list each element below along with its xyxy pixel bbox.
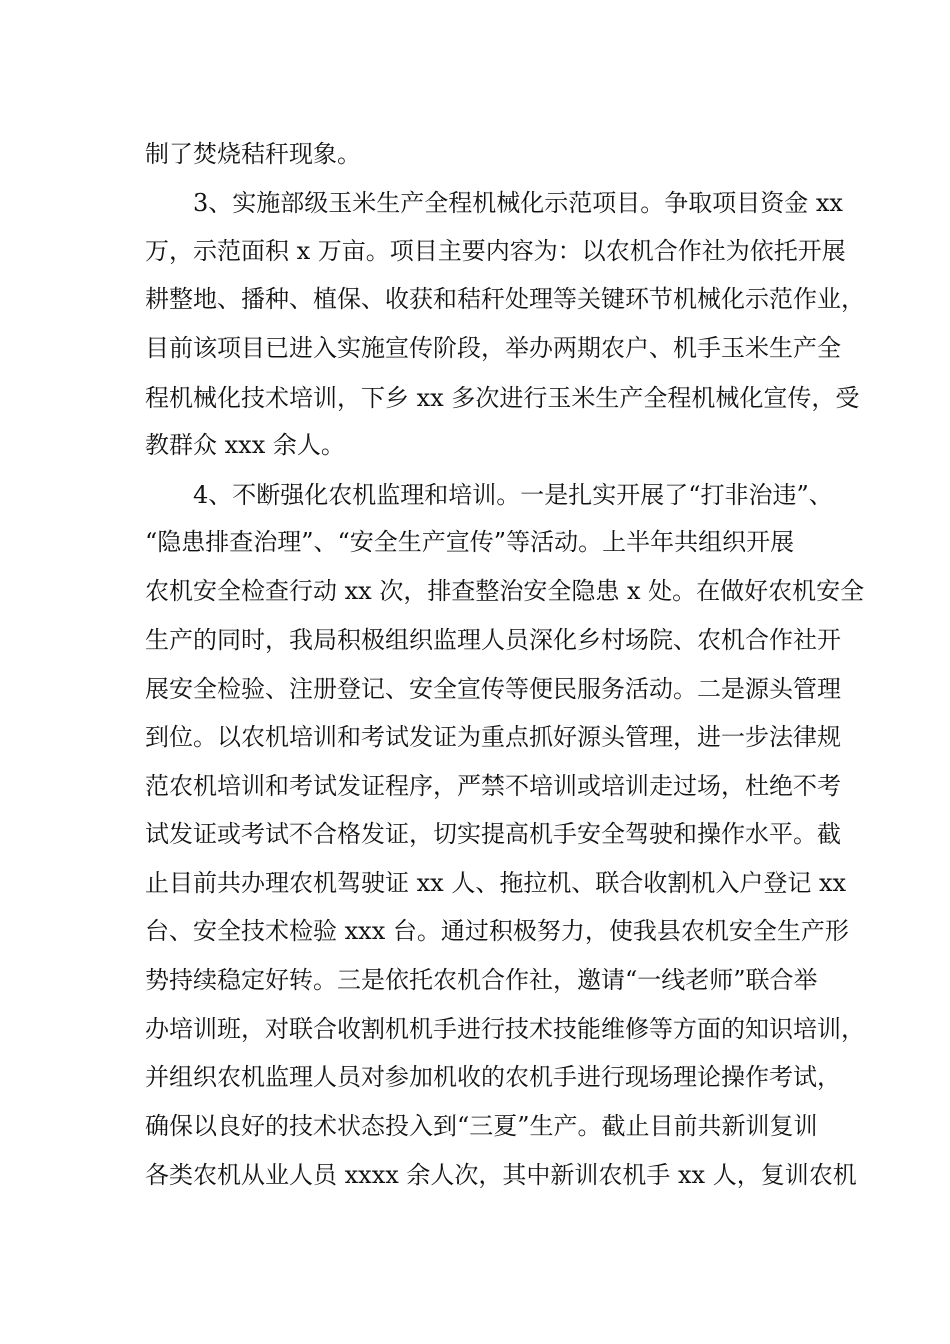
text-line: 程机械化技术培训，下乡 xx 多次进行玉米生产全程机械化宣传，受: [145, 384, 860, 412]
text-line: 制了焚烧秸秆现象。: [145, 140, 361, 168]
text-line: 4、不断强化农机监理和培训。一是扎实开展了“打非治违”、: [193, 481, 833, 509]
text-line: 确保以良好的技术状态投入到“三夏”生产。截止目前共新训复训: [145, 1112, 818, 1140]
text-line: 势持续稳定好转。三是依托农机合作社，邀请“一线老师”联合举: [145, 966, 818, 994]
text-line: 范农机培训和考试发证程序，严禁不培训或培训走过场，杜绝不考: [145, 772, 841, 800]
text-line: 到位。以农机培训和考试发证为重点抓好源头管理，进一步法律规: [145, 723, 841, 751]
text-line: 试发证或考试不合格发证，切实提高机手安全驾驶和操作水平。截: [145, 820, 841, 848]
text-line: 展安全检验、注册登记、安全宣传等便民服务活动。二是源头管理: [145, 675, 841, 703]
text-line: 并组织农机监理人员对参加机收的农机手进行现场理论操作考试，: [145, 1063, 841, 1091]
text-line: 3、实施部级玉米生产全程机械化示范项目。争取项目资金 xx: [193, 189, 843, 217]
text-line: “隐患排查治理”、“安全生产宣传”等活动。上半年共组织开展: [145, 528, 795, 556]
text-line: 目前该项目已进入实施宣传阶段，举办两期农户、机手玉米生产全: [145, 334, 841, 362]
text-line: 教群众 xxx 余人。: [145, 431, 345, 459]
text-line: 耕整地、播种、植保、收获和秸秆处理等关键环节机械化示范作业，: [145, 285, 865, 313]
text-line: 台、安全技术检验 xxx 台。通过积极努力，使我县农机安全生产形: [145, 917, 849, 945]
text-line: 各类农机从业人员 xxxx 余人次，其中新训农机手 xx 人，复训农机: [145, 1161, 857, 1189]
text-line: 万，示范面积 x 万亩。项目主要内容为：以农机合作社为依托开展: [145, 237, 846, 265]
text-line: 农机安全检查行动 xx 次，排查整治安全隐患 x 处。在做好农机安全: [145, 577, 865, 605]
text-line: 止目前共办理农机驾驶证 xx 人、拖拉机、联合收割机入户登记 xx: [145, 869, 847, 897]
text-line: 办培训班，对联合收割机机手进行技术技能维修等方面的知识培训，: [145, 1015, 865, 1043]
text-line: 生产的同时，我局积极组织监理人员深化乡村场院、农机合作社开: [145, 626, 841, 654]
